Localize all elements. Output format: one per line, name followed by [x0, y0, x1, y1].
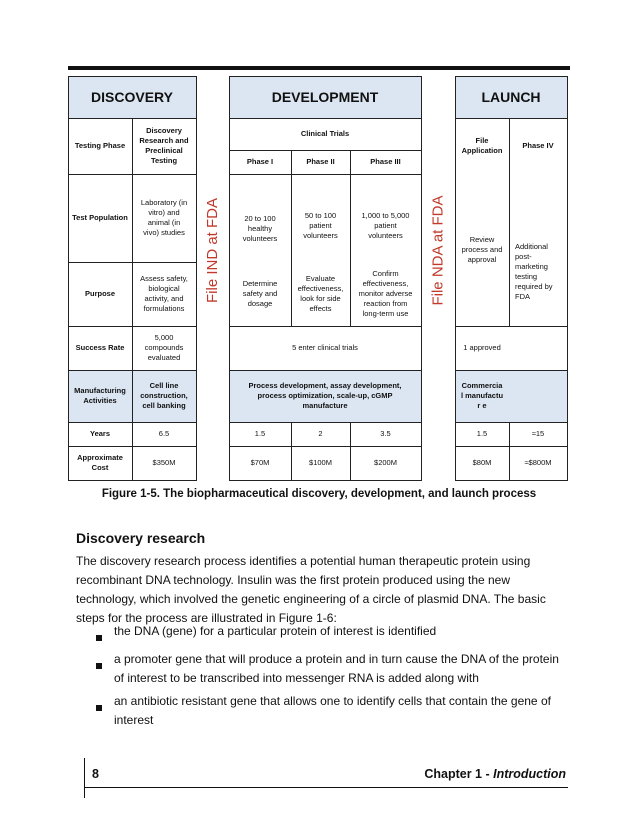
cost-file-application: $80M [472, 458, 492, 467]
footer-rule [84, 787, 568, 788]
launch-header-label: LAUNCH [481, 89, 541, 105]
purpose-phase-2: Evaluate effectiveness, look for side effects [297, 274, 344, 313]
manufacturing-launch: Commercia l manufactur e [460, 381, 504, 410]
cost-label: Approximate Cost [77, 453, 123, 472]
list-item [96, 692, 566, 730]
phase-2-label: Phase II [306, 157, 335, 166]
test-population-phase-2: 50 to 100 patient volunteers [303, 211, 338, 240]
phase-3-label: Phase III [370, 157, 401, 166]
years-discovery: 6.5 [158, 429, 170, 438]
test-population-discovery: Laboratory (in vitro) and animal (in vivo) studies [140, 198, 188, 237]
list-item [96, 650, 566, 688]
review-process: Review process and approval [461, 235, 503, 264]
success-rate-discovery: 5,000 compounds evaluated [144, 333, 184, 362]
chapter-title: Introduction [493, 767, 566, 781]
bullet-square-icon [96, 663, 102, 669]
test-population-phase-3: 1,000 to 5,000 patient volunteers [361, 211, 410, 240]
manufacturing-discovery: Cell line construction, cell banking [140, 381, 188, 410]
launch-header [455, 76, 567, 118]
discovery-header-label: DISCOVERY [91, 89, 173, 105]
list-item [96, 622, 566, 646]
file-ind-label: File IND at FDA [204, 197, 222, 303]
years-phase-4: ≈15 [531, 429, 545, 438]
years-phase-1: 1.5 [254, 429, 266, 438]
discovery-header [68, 76, 196, 118]
body-paragraph: The discovery research process identifies a potential human therapeutic protein using recombinant DNA technology. Insulin was the first protein produced using the new technology, which involved the genetic engineering of a circle of plasmid DNA. The basic steps for the process are illustrated in Figure 1-6: [76, 554, 546, 625]
test-population-phase-1: 20 to 100 healthy volunteers [242, 214, 278, 243]
phase-1-label: Phase I [246, 157, 274, 166]
development-header [229, 76, 421, 118]
figure-caption: Figure 1-5. The biopharmaceutical discovery, development, and launch process [101, 488, 537, 500]
purpose-phase-3: Confirm effectiveness, monitor adverse reaction from long-term use [358, 269, 413, 318]
manufacturing-label: Manufacturing Activities [74, 386, 126, 405]
additional-testing: Additional post-marketing testing required by FDA [515, 242, 553, 301]
bullet-square-icon [96, 705, 102, 711]
bullet-square-icon [96, 635, 102, 641]
years-file-application: 1.5 [476, 429, 488, 438]
grid-hline [68, 480, 197, 481]
bullet-text: an antibiotic resistant gene that allows one to identify cells that contain the gene of interest [114, 694, 551, 727]
phase-4-label: Phase IV [522, 141, 554, 150]
years-phase-3: 3.5 [380, 429, 391, 438]
cost-phase-1: $70M [250, 458, 270, 467]
chapter-label: Chapter 1 - [424, 767, 494, 781]
page-number: 8 [92, 767, 99, 781]
section-title: Discovery research [76, 530, 206, 546]
chapter-footer [424, 767, 566, 781]
grid-vline [567, 76, 568, 480]
grid-hline [229, 76, 422, 77]
file-application-label: File Application [461, 136, 503, 155]
file-ind-marker [196, 174, 229, 326]
cost-phase-2: $100M [309, 458, 332, 467]
grid-hline [229, 480, 422, 481]
cost-discovery: $350M [152, 458, 176, 467]
testing-phase-label: Testing Phase [74, 141, 126, 150]
manufacturing-development: Process development, assay development, process optimization, scale-up, cGMP manufacture [248, 381, 402, 410]
testing-phase-discovery: Discovery Research and Preclinical Testing [139, 126, 189, 165]
cost-phase-3: $200M [374, 458, 397, 467]
success-rate-development: 5 enter clinical trials [292, 343, 358, 352]
grid-hline [68, 76, 197, 77]
grid-hline [455, 76, 568, 77]
success-rate-label: Success Rate [75, 343, 125, 352]
years-phase-2: 2 [318, 429, 323, 438]
grid-hline [455, 480, 568, 481]
success-rate-launch: 1 approved [463, 343, 501, 352]
file-nda-label: File NDA at FDA [429, 194, 447, 306]
purpose-discovery: Assess safety, biological activity, and formulations [140, 274, 188, 313]
bullet-text: the DNA (gene) for a particular protein of interest is identified [114, 624, 437, 638]
test-population-label: Test Population [72, 213, 128, 222]
years-label: Years [89, 429, 111, 438]
clinical-trials-label: Clinical Trials [300, 129, 350, 138]
file-nda-marker [421, 174, 455, 326]
bullet-text: a promoter gene that will produce a protein and in turn cause the DNA of the protein of interest to be transcribed into messenger RNA is added along with [114, 652, 559, 685]
development-header-label: DEVELOPMENT [271, 89, 379, 105]
bullet-list [96, 622, 566, 730]
cost-phase-4: ≈$800M [524, 458, 552, 467]
top-rule [68, 66, 570, 70]
purpose-phase-1: Determine safety and dosage [242, 279, 278, 308]
footer-left-rule [84, 758, 85, 798]
purpose-label: Purpose [84, 289, 115, 298]
